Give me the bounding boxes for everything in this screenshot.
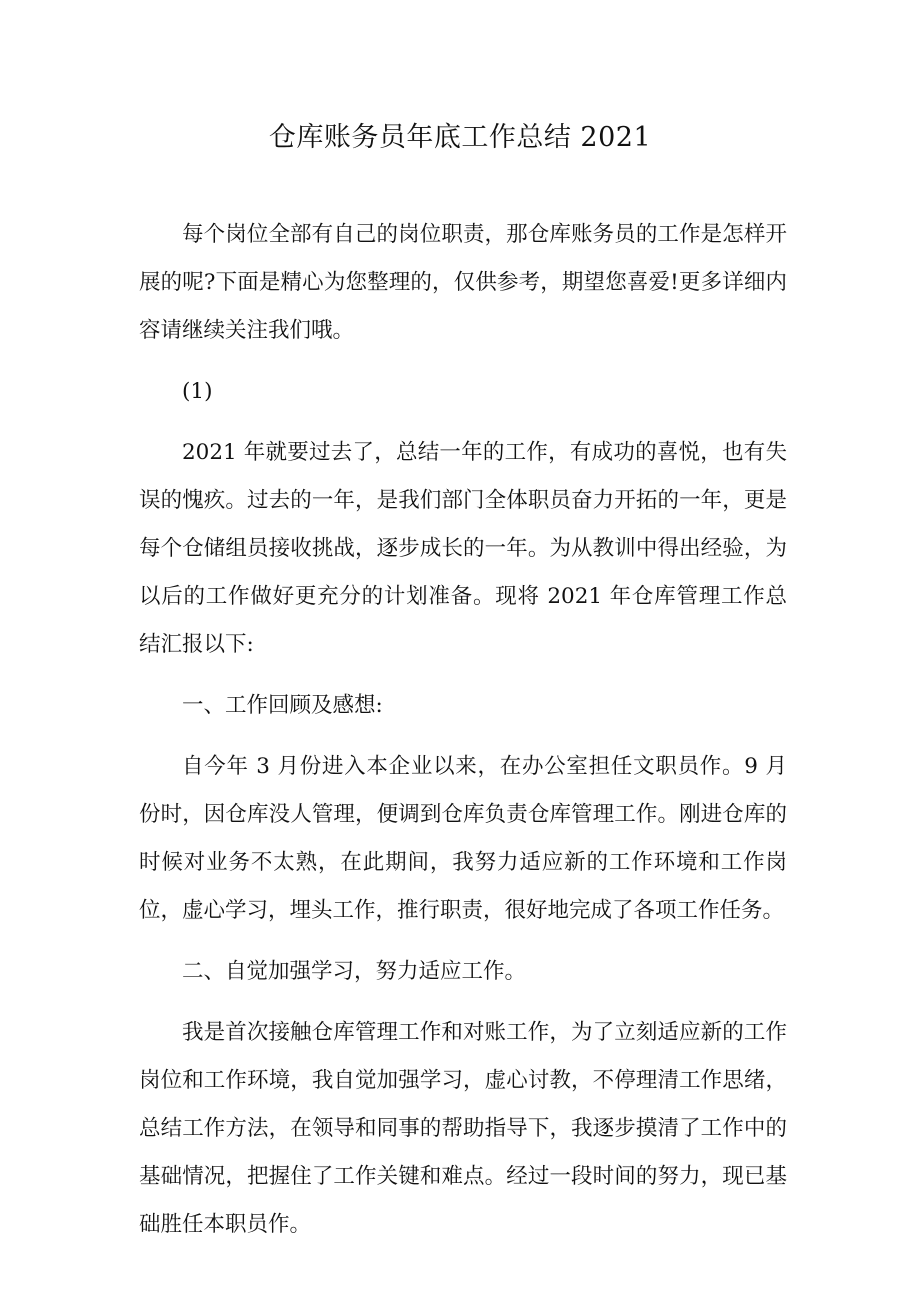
paragraph-intro: 每个岗位全部有自己的岗位职责，那仓库账务员的工作是怎样开展的呢?下面是精心为您整理的，仅供参考，期望您喜爱!更多详细内容请继续关注我们哦。 [139, 222, 787, 343]
heading-work-review: 一、工作回顾及感想: [182, 693, 383, 718]
heading-study: 二、自觉加强学习，努力适应工作。 [182, 959, 527, 984]
paragraph-section-number: (1) [182, 379, 213, 404]
paragraph-study: 我是首次接触仓库管理工作和对账工作，为了立刻适应新的工作岗位和工作环境，我自觉加强学习，虚心讨教，不停理清工作思绪，总结工作方法，在领导和同事的帮助指导下，我逐步摸清了工作中的基础情况，把握住了工作关键和难点。经过一段时间的努力，现已基础胜任本职员作。 [139, 1020, 787, 1237]
paragraph-work-review: 自今年 3 月份进入本企业以来，在办公室担任文职员作。9 月份时，因仓库没人管理，便调到仓库负责仓库管理工作。刚进仓库的时候对业务不太熟，在此期间，我努力适应新的工作环境和工作岗位，虚心学习，埋头工作，推行职责，很好地完成了各项工作任务。 [139, 754, 787, 923]
document-title: 仓库账务员年底工作总结 2021 [268, 122, 652, 153]
document-body [139, 211, 787, 1249]
paragraph-year-summary: 2021 年就要过去了，总结一年的工作，有成功的喜悦，也有失误的愧疚。过去的一年，是我们部门全体职员奋力开拓的一年，更是每个仓储组员接收挑战，逐步成长的一年。为从教训中得出经验，为以后的工作做好更充分的计划准备。现将 2021 年仓库管理工作总结汇报以下: [139, 440, 787, 657]
